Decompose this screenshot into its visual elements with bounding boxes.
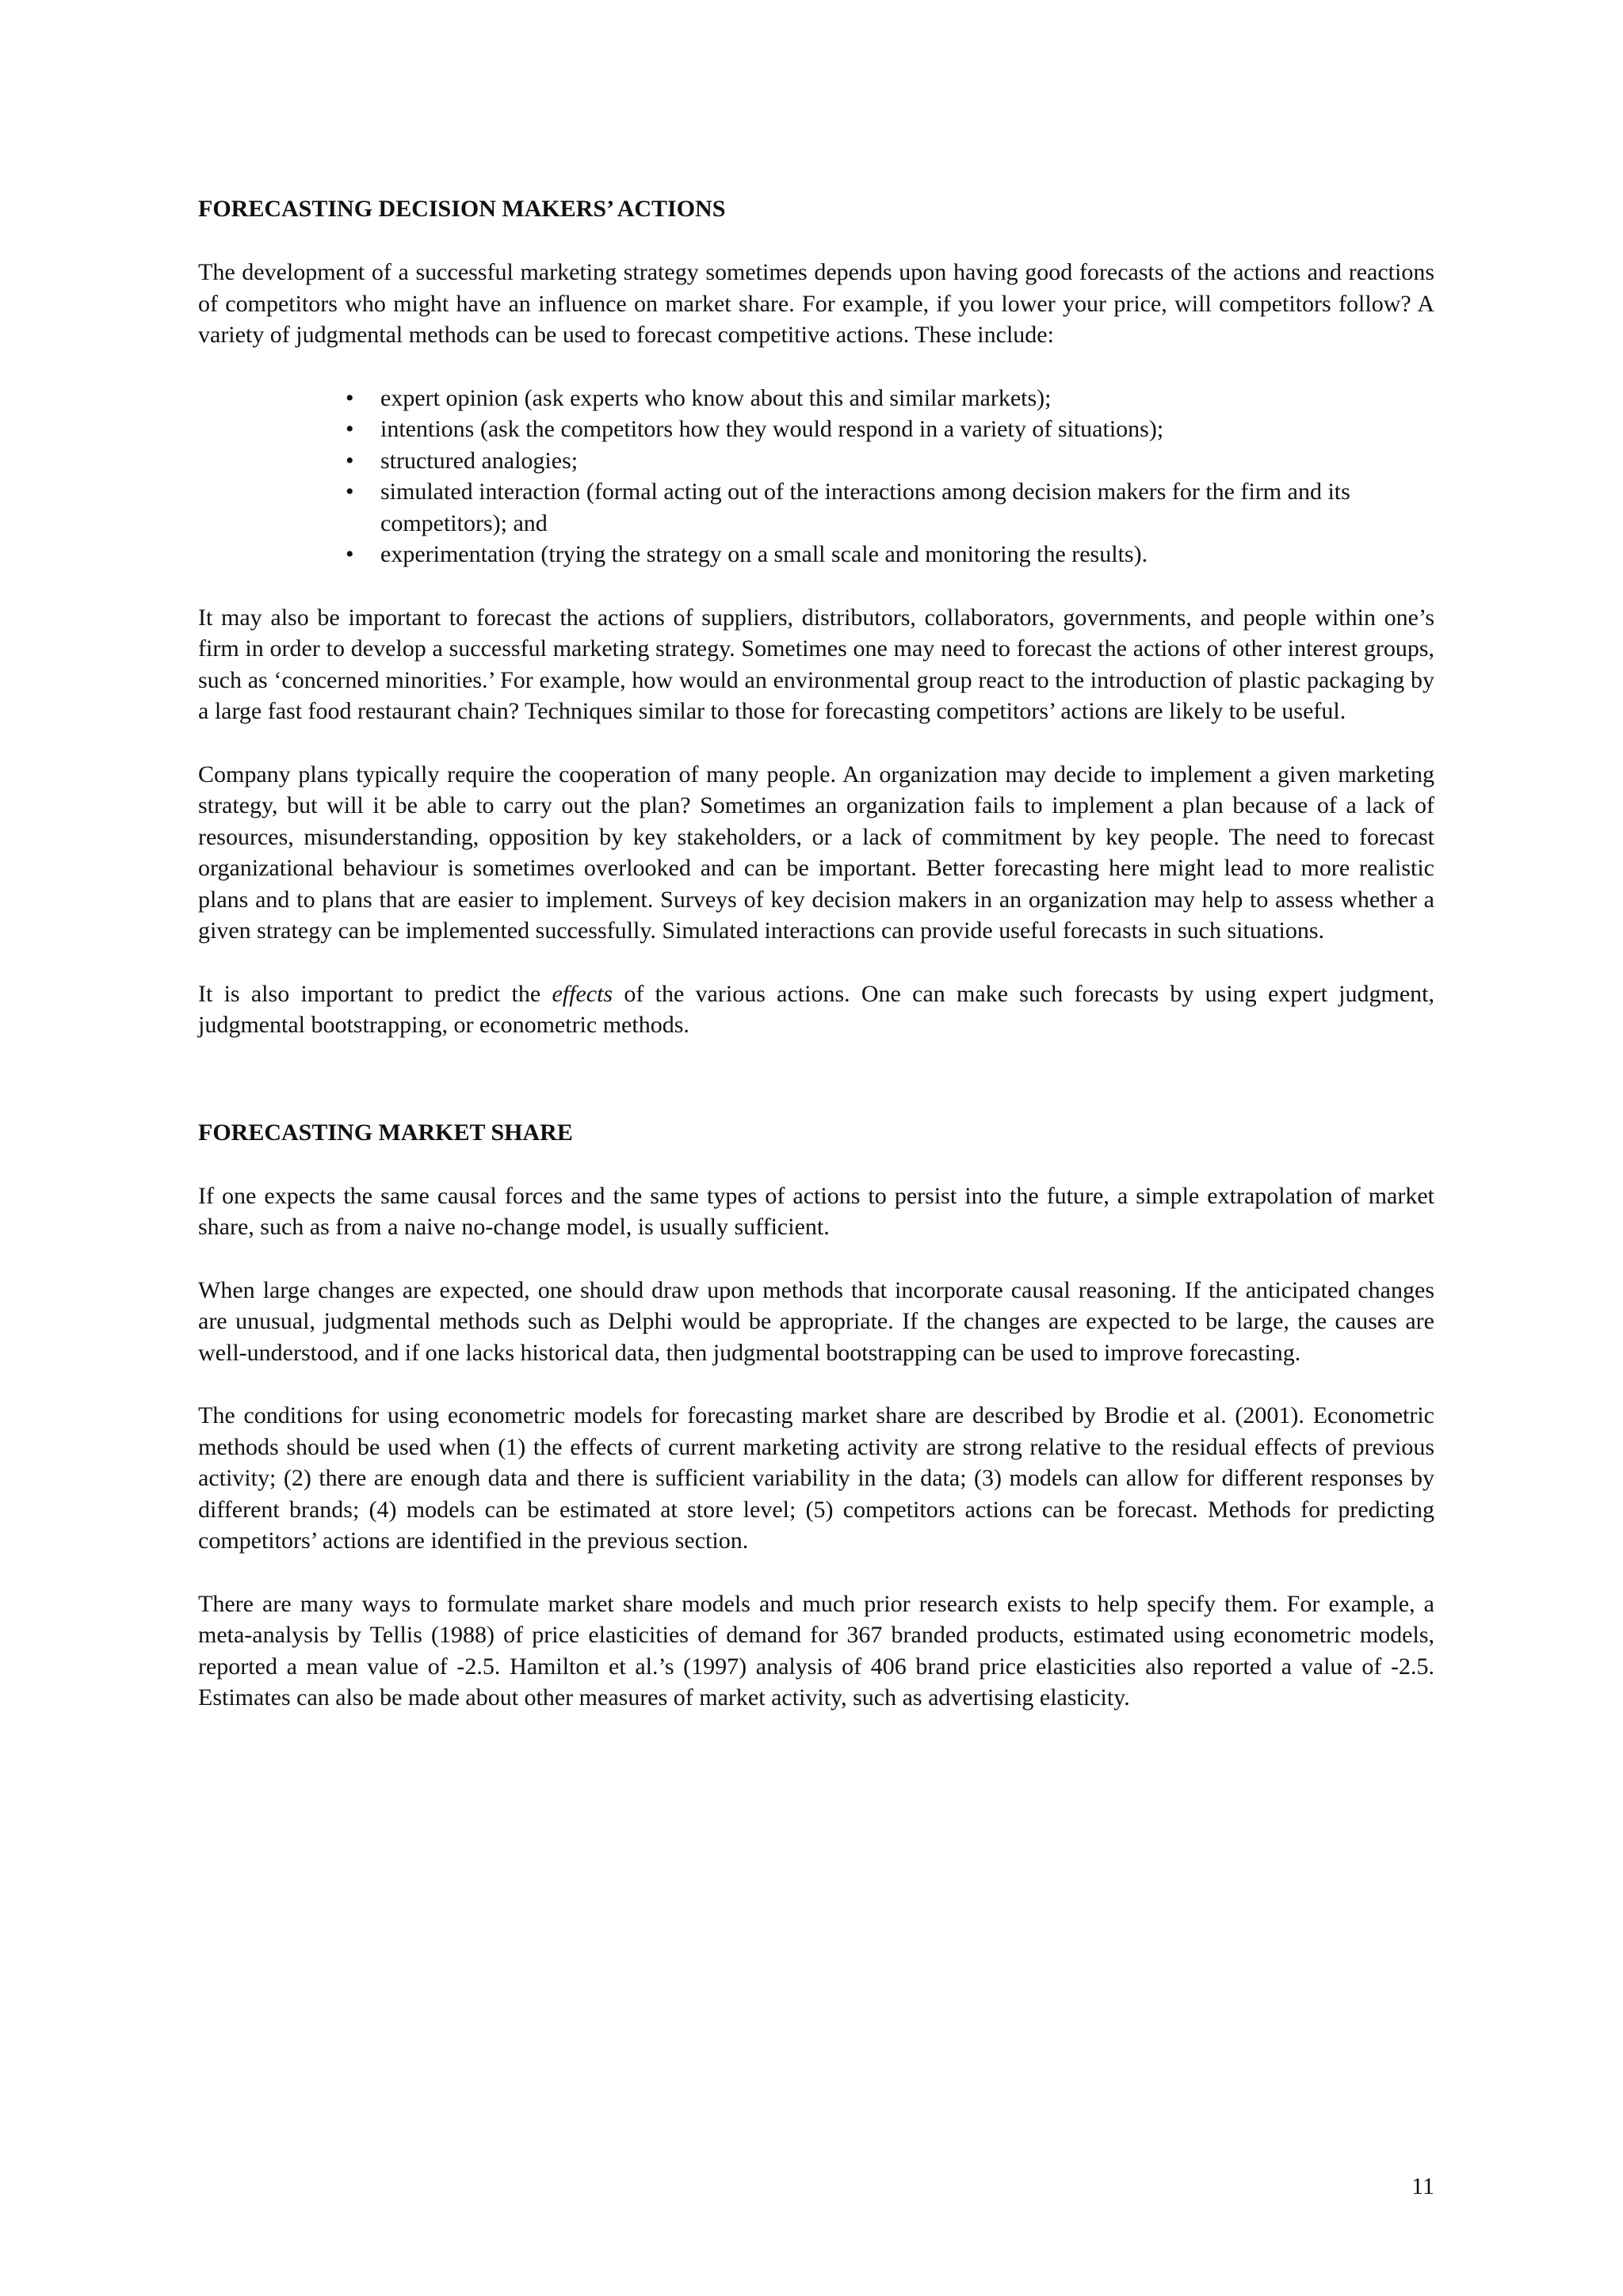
bullet-icon: • xyxy=(346,416,354,442)
bullet-icon: • xyxy=(346,541,354,567)
list-item-text: structured analogies; xyxy=(380,447,579,474)
paragraph-econometric-conditions: The conditions for using econometric models for forecasting market share are described by Brodie et al. (2001). Econometric methods should be used when (1) the effects of current marketing activity are strong relative to the residual effects of previous activity; (2) there are enough data and there is sufficient variability in the data; (3) models can allow for different responses by different brands; (4) models can be estimated at store level; (5) competitors actions can be forecast. Methods for predicting competitors’ actions are identified in the previous section. xyxy=(198,1402,1434,1554)
paragraph-company-plans: Company plans typically require the cooperation of many people. An organization may decide to implement a given marketing strategy, but will it be able to carry out the plan? Sometimes an organization fails to implement a plan because of a lack of resources, misunderstanding, opposition by key stakeholders, or a lack of commitment by key people. The need to forecast organizational behaviour is sometimes overlooked and can be important. Better forecasting here might lead to more realistic plans and to plans that are easier to implement. Surveys of key decision makers in an organization may help to assess whether a given strategy can be implemented successfully. Simulated interactions can provide useful forecasts in such situations. xyxy=(198,761,1434,944)
page-number: 11 xyxy=(1411,2173,1434,2199)
paragraph-intro: The development of a successful marketing strategy sometimes depends upon having good forecasts of the actions and reactions of competitors who might have an influence on market share. For example, if you lower your price, will competitors follow? A variety of judgmental methods can be used to forecast competitive actions. These include: xyxy=(198,259,1434,348)
list-item-text: expert opinion (ask experts who know about this and similar markets); xyxy=(380,384,1052,411)
list-item-text: intentions (ask the competitors how they would respond in a variety of situations); xyxy=(380,416,1164,442)
list-item-text: experimentation (trying the strategy on a small scale and monitoring the results). xyxy=(380,541,1148,567)
list-item xyxy=(346,476,1434,539)
bullet-icon: • xyxy=(346,447,354,474)
paragraph-other-actors: It may also be important to forecast the actions of suppliers, distributors, collaborators, governments, and people within one’s firm in order to develop a successful marketing strategy. Sometimes one may need to forecast the actions of other interest groups, such as ‘concerned minorities.’ For example, how would an environmental group react to the introduction of plastic packaging by a large fast food restaurant chain? Techniques similar to those for forecasting competitors’ actions are likely to be useful. xyxy=(198,604,1434,724)
paragraph-extrapolation: If one expects the same causal forces and the same types of actions to persist into the future, a simple extrapolation of market share, such as from a naive no-change model, is usually sufficient. xyxy=(198,1182,1434,1240)
bullet-icon: • xyxy=(346,479,354,505)
list-item-text: simulated interaction (formal acting out of the interactions among decision makers for the firm and its competitors); and xyxy=(380,479,1350,536)
paragraph-effects-start: It is also important to predict the xyxy=(198,980,552,1007)
list-item xyxy=(346,383,1434,414)
page-body xyxy=(198,193,1434,1714)
paragraph-effects xyxy=(198,978,1434,1041)
list-item xyxy=(346,445,1434,477)
bullet-icon: • xyxy=(346,384,354,411)
paragraph-effects-end: of the various actions. One can make such forecasts by using expert judgment, judgmental bootstrapping, or econometric methods. xyxy=(198,980,1434,1038)
paragraph-large-changes: When large changes are expected, one should draw upon methods that incorporate causal reasoning. If the anticipated changes are unusual, judgmental methods such as Delphi would be appropriate. If the changes are expected to be large, the causes are well-understood, and if one lacks historical data, then judgmental bootstrapping can be used to improve forecasting. xyxy=(198,1276,1434,1366)
paragraph-market-share-models: There are many ways to formulate market share models and much prior research exists to help specify them. For example, a meta-analysis by Tellis (1988) of price elasticities of demand for 367 branded products, estimated using econometric models, reported a mean value of -2.5. Hamilton et al.’s (1997) analysis of 406 brand price elasticities also reported a value of -2.5. Estimates can also be made about other measures of market activity, such as advertising elasticity. xyxy=(198,1590,1434,1711)
section-heading-decision-makers: FORECASTING DECISION MAKERS’ ACTIONS xyxy=(198,196,726,222)
list-item xyxy=(346,414,1434,445)
list-item xyxy=(346,539,1434,570)
bullet-list-judgmental-methods xyxy=(198,383,1434,570)
emphasis-effects: effects xyxy=(552,980,613,1007)
section-heading-market-share: FORECASTING MARKET SHARE xyxy=(198,1119,573,1146)
